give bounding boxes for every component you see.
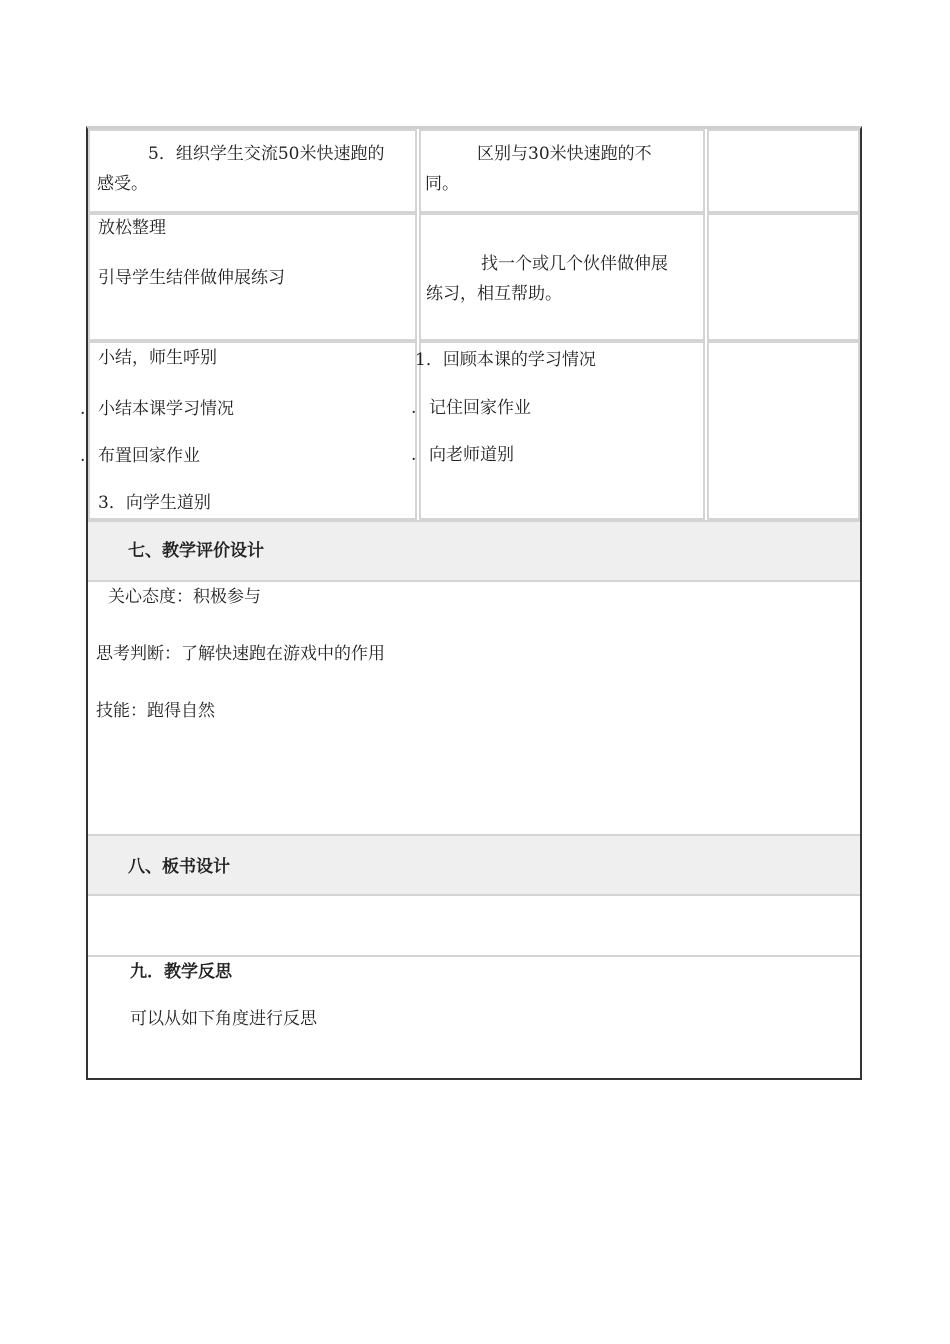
activity-text-line: 布置回家作业 bbox=[98, 446, 200, 466]
evaluation-body bbox=[86, 582, 862, 834]
activity-text-line: 小结本课学习情况 bbox=[98, 399, 234, 419]
activity-cell bbox=[88, 129, 417, 213]
table-row bbox=[86, 213, 862, 341]
section-title: 八、板书设计 bbox=[128, 857, 230, 877]
section-title: 七、教学评价设计 bbox=[128, 541, 264, 561]
list-marker: . bbox=[80, 399, 86, 419]
section-header bbox=[88, 520, 860, 582]
student-text-line: 找一个或几个伙伴做伸展 bbox=[481, 254, 668, 274]
evaluation-line: 关心态度：积极参与 bbox=[108, 587, 261, 607]
activity-text-line: 感受。 bbox=[97, 174, 148, 194]
activity-text-line: 5．组织学生交流50米快速跑的 bbox=[148, 144, 385, 164]
student-text-line: 同。 bbox=[425, 174, 459, 194]
reflection-text: 可以从如下角度进行反思 bbox=[130, 1009, 317, 1029]
activity-cell bbox=[88, 213, 417, 341]
student-text-line: 练习，相互帮助。 bbox=[426, 284, 562, 304]
student-text-line: 向老师道别 bbox=[429, 445, 514, 465]
evaluation-line: 技能：跑得自然 bbox=[96, 701, 215, 721]
evaluation-section bbox=[86, 520, 862, 582]
reflection-section bbox=[86, 957, 862, 1077]
activity-text-line: 3．向学生道别 bbox=[98, 493, 211, 513]
student-text-line: 记住回家作业 bbox=[429, 398, 531, 418]
list-marker: . bbox=[411, 398, 417, 418]
activity-text-line: 引导学生结伴做伸展练习 bbox=[98, 268, 285, 288]
notes-cell bbox=[707, 341, 860, 520]
student-cell bbox=[419, 129, 705, 213]
table-row bbox=[86, 129, 862, 213]
section-title: 九．教学反思 bbox=[130, 962, 232, 982]
section-header bbox=[88, 834, 860, 896]
activity-cell bbox=[80, 341, 417, 520]
student-text-line: 区别与30米快速跑的不 bbox=[477, 144, 652, 164]
student-cell bbox=[411, 341, 705, 520]
board-section bbox=[86, 834, 862, 896]
activity-text-line: 放松整理 bbox=[98, 218, 166, 238]
table-row bbox=[80, 341, 862, 520]
notes-cell bbox=[707, 129, 860, 213]
evaluation-line: 思考判断：了解快速跑在游戏中的作用 bbox=[96, 644, 385, 664]
list-marker: . bbox=[80, 446, 86, 466]
activity-text-line: 小结，师生呼别 bbox=[98, 348, 217, 368]
list-marker: . bbox=[411, 445, 417, 465]
student-cell bbox=[419, 213, 705, 341]
student-text-line: 1．回顾本课的学习情况 bbox=[415, 350, 596, 370]
notes-cell bbox=[707, 213, 860, 341]
